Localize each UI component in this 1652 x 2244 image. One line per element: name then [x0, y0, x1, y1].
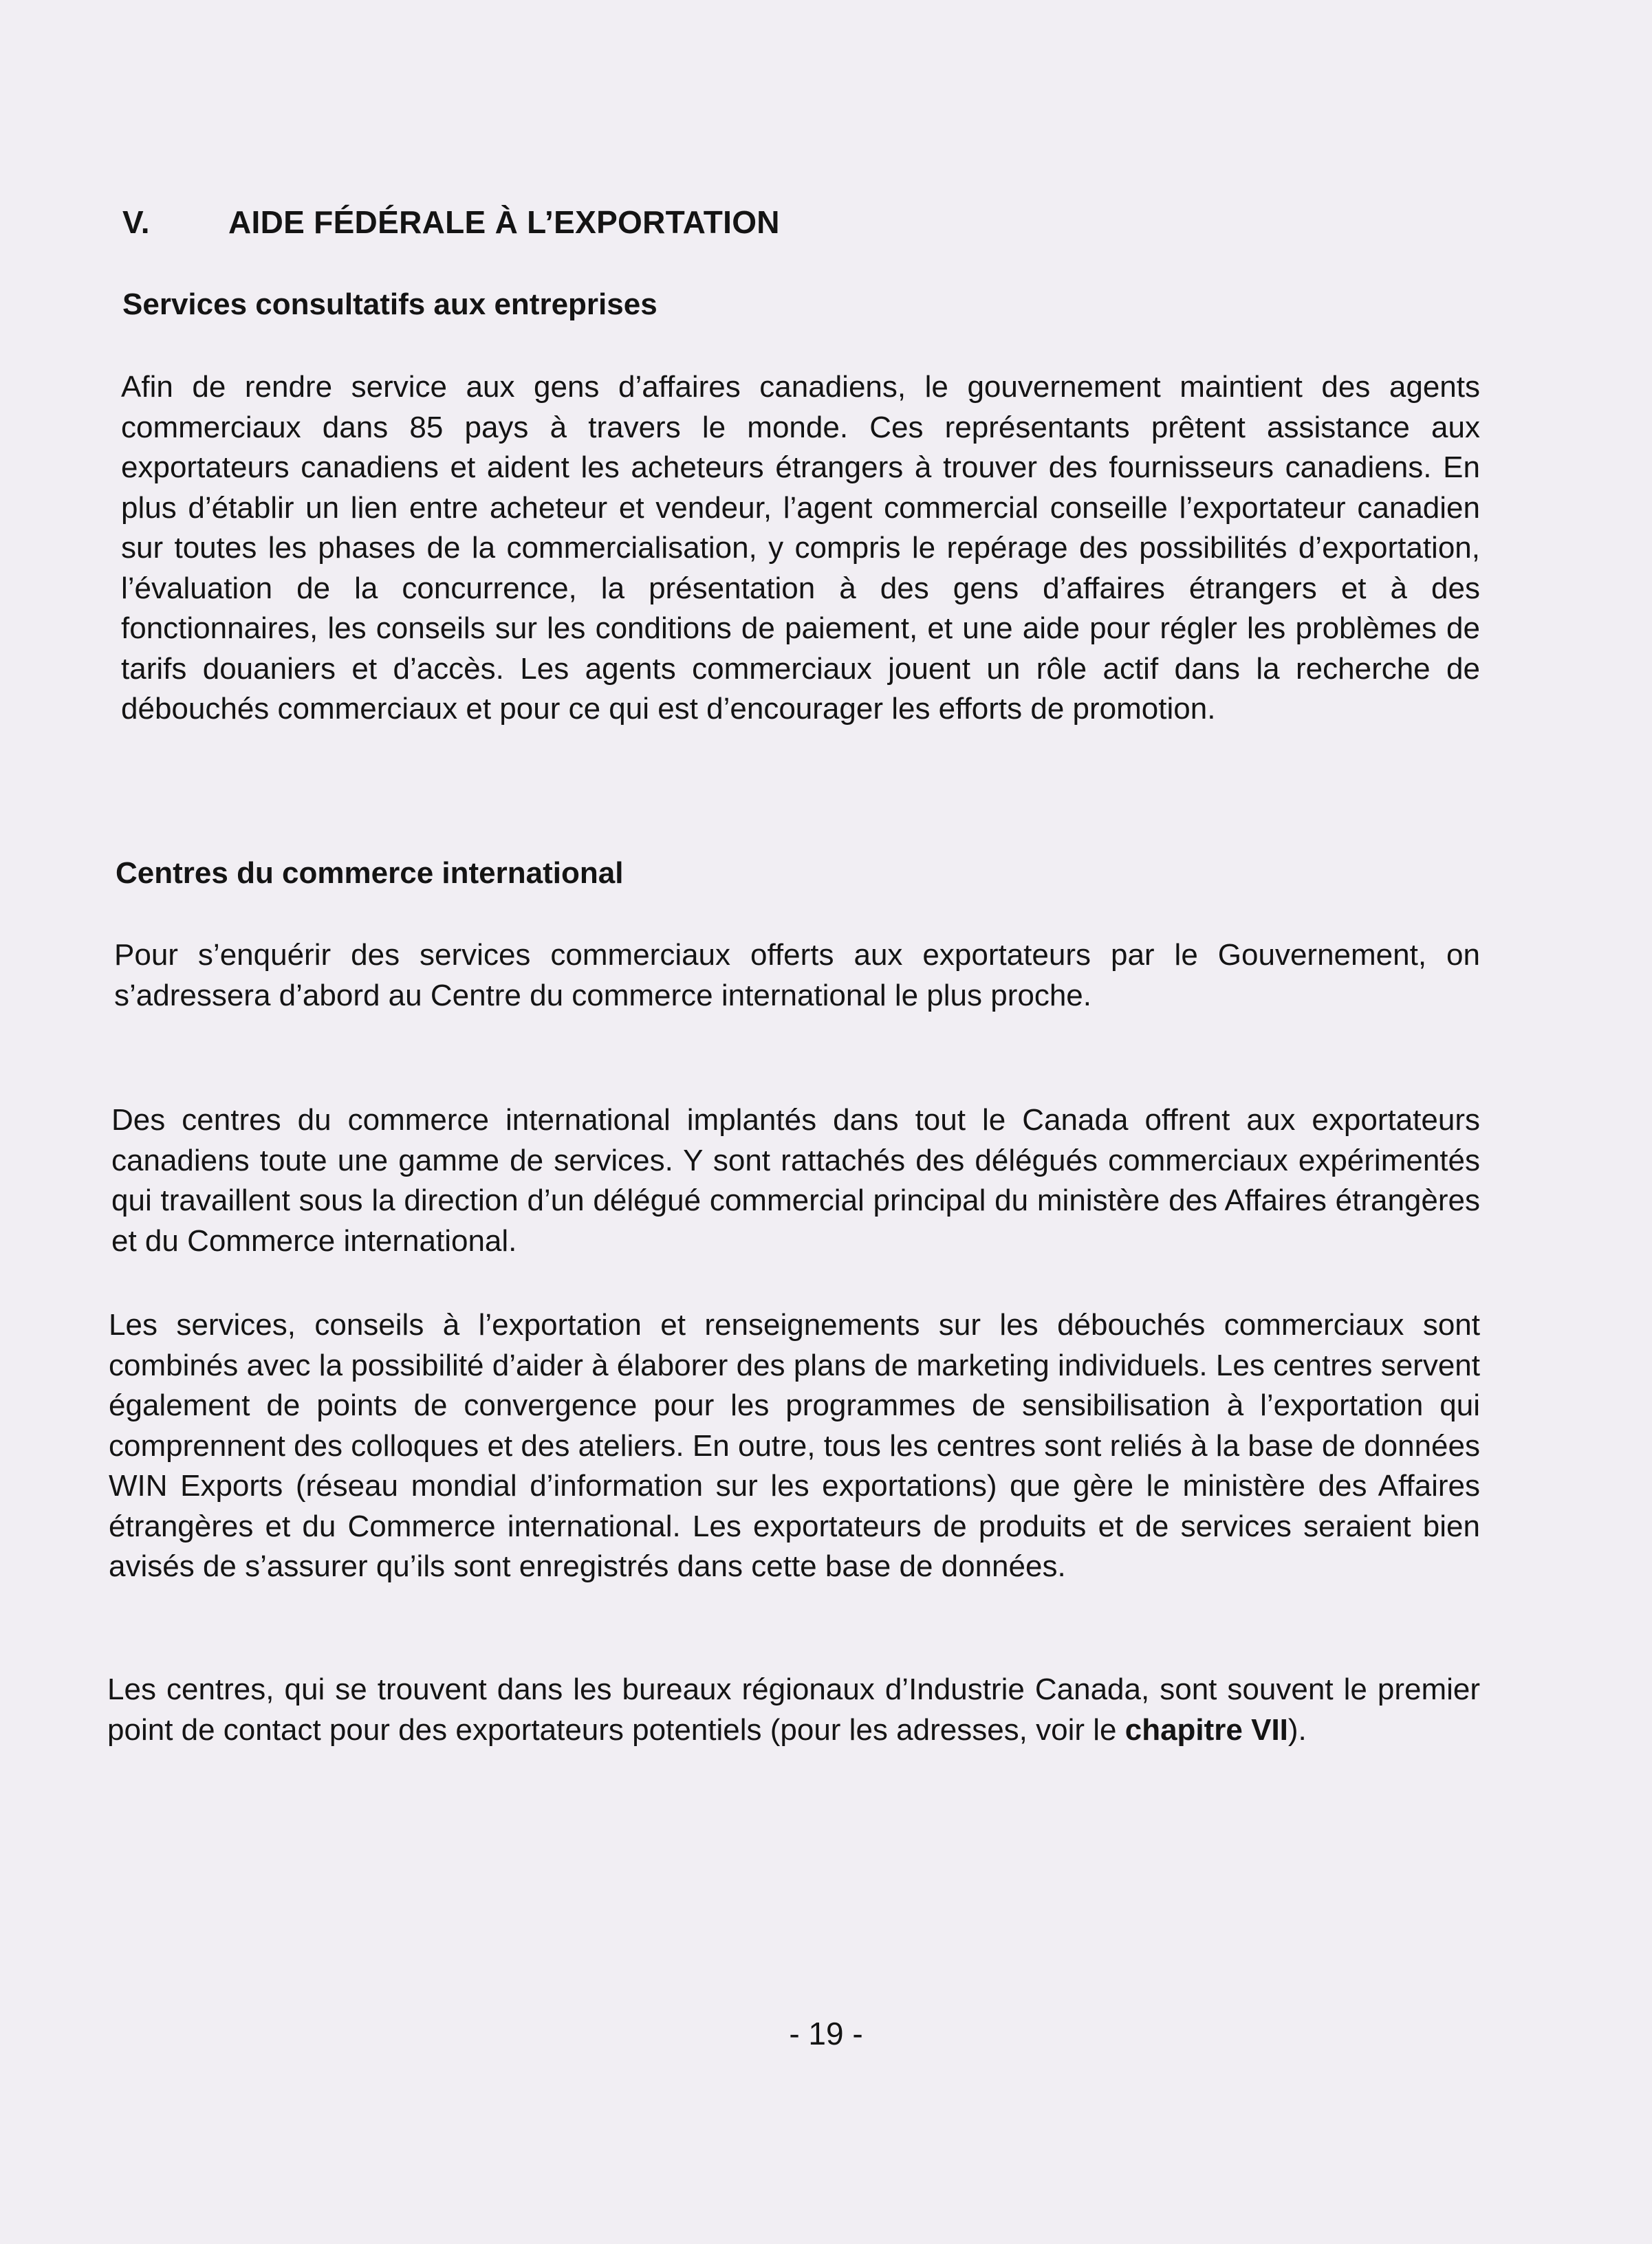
chapter-reference: chapitre VII — [1124, 1712, 1288, 1747]
centres-paragraph-3: Les services, conseils à l’exportation et renseignements sur les débouchés commerciaux sont combinés avec la possibilité d’aider à élaborer des plans de marketing individuels. Les centres servent également de points de convergence pour les programmes de sensibilisation à l’exportation qui comprennent des colloques et des ateliers. En outre, tous les centres sont reliés à la base de données WIN Exports (réseau mondial d’information sur les exportations) que gère le ministère des Affaires étrangères et du Commerce international. Les exportateurs de produits et de services seraient bien avisés de s’assurer qu’ils sont enregistrés dans cette base de données. — [109, 1308, 1480, 1583]
services-heading: Services consultatifs aux entreprises — [122, 287, 657, 321]
centres-paragraph-1: Pour s’enquérir des services commerciaux offerts aux exportateurs par le Gouvernement, on s’adressera d’abord au Centre du commerce international le plus proche. — [114, 938, 1480, 1012]
centres-heading: Centres du commerce international — [116, 856, 624, 890]
section-number: V. — [122, 204, 150, 240]
section-title: AIDE FÉDÉRALE À L’EXPORTATION — [228, 204, 780, 240]
centres-paragraph-2: Des centres du commerce international implantés dans tout le Canada offrent aux exportateurs canadiens toute une gamme de services. Y sont rattachés des délégués commerciaux expérimentés qui travaillent sous la direction d’un délégué commercial principal du ministère des Affaires étrangères et du Commerce international. — [111, 1103, 1480, 1258]
paragraph-end: ). — [1287, 1712, 1307, 1747]
paragraph-text: Les centres, qui se trouvent dans les bureaux régionaux d’Industrie Canada, sont souvent le premier point de contact pour des exportateurs potentiels (pour les adresses, voir le — [107, 1673, 1480, 1747]
services-paragraph: Afin de rendre service aux gens d’affaires canadiens, le gouvernement maintient des agents commerciaux dans 85 pays à travers le monde. Ces représentants prêtent assistance aux exportateurs canadiens et aident les acheteurs étrangers à trouver des fournisseurs canadiens. En plus d’établir un lien entre acheteur et vendeur, l’agent commercial conseille l’exportateur canadien sur toutes les phases de la commercialisation, y compris le repérage des possibilités d’exportation, l’évaluation de la concurrence, la présentation à des gens d’affaires étrangers et à des fonctionnaires, les conseils sur les conditions de paiement, et une aide pour régler les problèmes de tarifs douaniers et d’accès. Les agents commerciaux jouent un rôle actif dans la recherche de débouchés commerciaux et pour ce qui est d’encourager les efforts de promotion. — [121, 370, 1480, 726]
section-heading — [122, 204, 780, 241]
centres-paragraph-4 — [107, 1670, 1480, 1750]
page-number: - 19 - — [789, 2016, 863, 2051]
